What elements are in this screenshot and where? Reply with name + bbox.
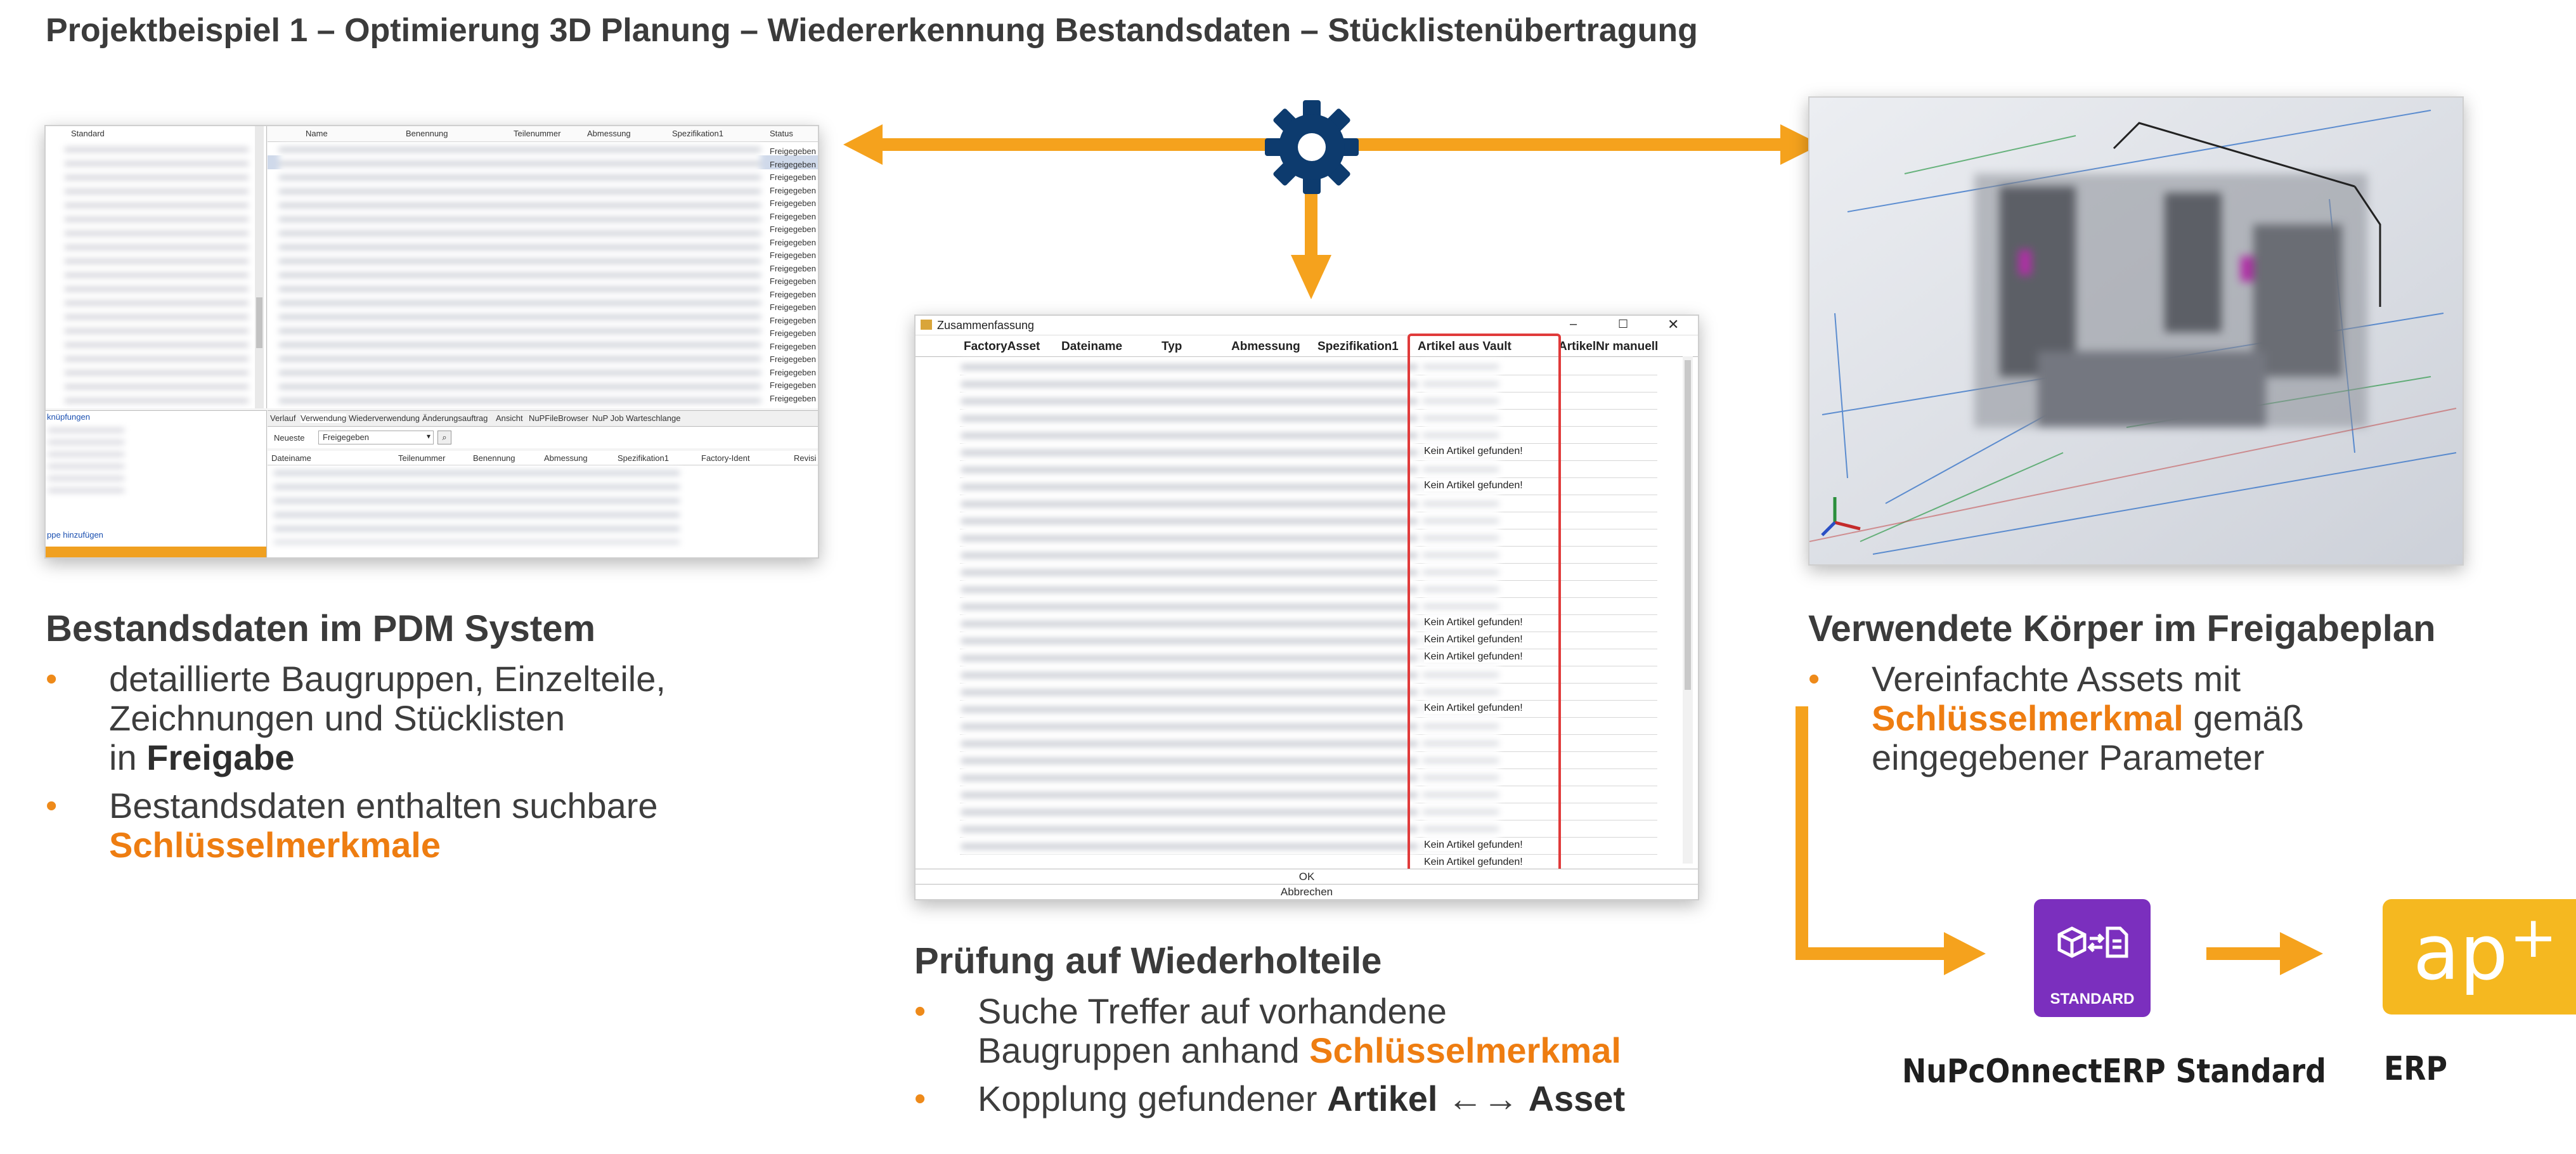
tab-wiederverwendung[interactable]: Wiederverwendung <box>349 413 420 423</box>
check-bullet-2: • Kopplung gefundener Artikel ←→ Asset <box>914 1079 1757 1118</box>
minimize-icon[interactable]: – <box>1570 317 1577 331</box>
nupconnect-badge: STANDARD <box>2050 990 2135 1008</box>
vault-highlight-box <box>1408 334 1561 876</box>
vault-not-found-cell: Kein Artikel gefunden! <box>1424 703 1523 713</box>
pdm-col-abmessung[interactable]: Abmessung <box>587 129 631 138</box>
plan-bullets <box>1808 659 2506 786</box>
pdm-lower-col-factory-ident[interactable]: Factory-Ident <box>701 453 750 463</box>
pdm-status-cell: Freigegeben <box>770 224 816 234</box>
tab-ansicht[interactable]: Ansicht <box>496 413 523 423</box>
pdm-status-cell: Freigegeben <box>770 302 816 312</box>
arrow-to-pdm <box>875 138 1281 151</box>
arrow-to-plan <box>1344 138 1788 151</box>
tab-verwendung[interactable]: Verwendung <box>301 413 347 423</box>
flow-line-down <box>1796 706 1808 960</box>
connect-icon <box>2048 922 2137 973</box>
pdm-lower-col-teilenummer[interactable]: Teilenummer <box>398 453 446 463</box>
pdm-col-name[interactable]: Name <box>306 129 328 138</box>
col-spezifikation1[interactable]: Spezifikation1 <box>1317 340 1399 353</box>
chevron-down-icon: ▾ <box>426 432 430 441</box>
pdm-status-cell: Freigegeben <box>770 380 816 390</box>
pdm-status-select[interactable] <box>318 431 434 444</box>
pdm-bullets <box>46 659 832 874</box>
pdm-list-header <box>268 126 818 142</box>
vault-not-found-cell: Kein Artikel gefunden! <box>1424 651 1523 662</box>
flow-line-erp <box>2206 947 2282 960</box>
pdm-status-cell: Freigegeben <box>770 354 816 364</box>
pdm-lower-col-revision[interactable]: Revisi <box>794 453 817 463</box>
pdm-left-item-2[interactable]: ppe hinzufügen <box>47 530 103 540</box>
pdm-status-cell: Freigegeben <box>770 172 816 182</box>
col-abmessung[interactable]: Abmessung <box>1231 340 1300 353</box>
pdm-lower-list <box>268 451 818 557</box>
pdm-status-select-value: Freigegeben <box>323 432 369 442</box>
pdm-tab-bar <box>268 410 818 427</box>
dialog-title: Zusammenfassung <box>937 319 1035 332</box>
app-icon <box>921 320 932 330</box>
vault-not-found-cell: Kein Artikel gefunden! <box>1424 857 1523 867</box>
pdm-tree-items <box>65 143 249 403</box>
pdm-filter-newest[interactable]: Neueste <box>274 433 305 443</box>
tab-nupfilebrowser[interactable]: NuPFileBrowser <box>529 413 588 423</box>
dialog-titlebar <box>916 316 1698 335</box>
erp-label: ERP <box>2384 1050 2448 1088</box>
pdm-filter-row <box>268 427 818 448</box>
pdm-lower-col-benennung[interactable]: Benennung <box>473 453 515 463</box>
pdm-status-column <box>770 144 818 407</box>
check-bullet-1: • Suche Treffer auf vorhandene Baugruppen anhand Schlüsselmerkmal <box>914 992 1757 1070</box>
plan-3d-screenshot <box>1808 96 2464 566</box>
ok-button[interactable]: OK <box>916 869 1698 885</box>
maximize-icon[interactable]: ☐ <box>1618 318 1629 330</box>
pdm-col-teilenummer[interactable]: Teilenummer <box>514 129 561 138</box>
pdm-status-cell: Freigegeben <box>770 159 816 169</box>
check-heading: Prüfung auf Wiederholteile <box>914 940 1382 982</box>
plan-3d-view <box>1809 98 2463 564</box>
flow-arrow-head-2 <box>2280 932 2323 975</box>
arrow-head-down <box>1291 255 1331 299</box>
flow-arrow-head-1 <box>1944 932 1986 975</box>
vault-not-found-cell: Kein Artikel gefunden! <box>1424 840 1523 850</box>
col-typ[interactable]: Typ <box>1162 340 1182 353</box>
pdm-lower-col-abmessung[interactable]: Abmessung <box>544 453 588 463</box>
pdm-status-cell: Freigegeben <box>770 328 816 338</box>
plan-bullet-1: • Vereinfachte Assets mit Schlüsselmerkmal gemäß eingegebener Parameter <box>1808 659 2506 777</box>
pdm-status-cell: Freigegeben <box>770 211 816 221</box>
vault-not-found-cell: Kein Artikel gefunden! <box>1424 480 1523 491</box>
vault-not-found-cell: Kein Artikel gefunden! <box>1424 446 1523 457</box>
flow-line-right <box>1796 947 1948 960</box>
pdm-file-list <box>268 126 818 408</box>
col-artikel-aus-vault[interactable]: Artikel aus Vault <box>1418 340 1511 353</box>
gear-icon <box>1263 98 1361 196</box>
pdm-status-cell: Freigegeben <box>770 250 816 260</box>
pdm-lower-col-spezifikation[interactable]: Spezifikation1 <box>618 453 669 463</box>
pdm-heading: Bestandsdaten im PDM System <box>46 608 596 649</box>
pdm-tree-scrollbar[interactable] <box>255 126 264 408</box>
pdm-status-cell: Freigegeben <box>770 185 816 195</box>
pdm-status-cell: Freigegeben <box>770 289 816 299</box>
pdm-status-cell: Freigegeben <box>770 263 816 273</box>
pdm-status-cell: Freigegeben <box>770 198 816 208</box>
tab-aenderungsauftrag[interactable]: Änderungsauftrag <box>422 413 488 423</box>
tab-verlauf[interactable]: Verlauf <box>270 413 296 423</box>
close-icon[interactable]: ✕ <box>1667 316 1680 332</box>
plan-heading: Verwendete Körper im Freigabeplan <box>1808 608 2436 649</box>
erp-logo <box>2383 899 2576 1015</box>
pdm-lower-col-dateiname[interactable]: Dateiname <box>271 453 311 463</box>
pdm-col-status[interactable]: Status <box>770 129 793 138</box>
pdm-left-list <box>48 425 124 501</box>
dialog-blurred-data <box>961 360 1418 855</box>
col-factoryasset[interactable]: FactoryAsset <box>964 340 1040 353</box>
pdm-screenshot <box>44 125 819 559</box>
pdm-lower-rows-blurred <box>274 467 680 543</box>
dialog-scrollbar[interactable] <box>1683 356 1693 864</box>
pdm-status-cell: Freigegeben <box>770 237 816 247</box>
page-title: Projektbeispiel 1 – Optimierung 3D Planung – Wiedererkennung Bestandsdaten – Stücklistenübertragung <box>46 12 1698 49</box>
dialog-header-row <box>916 337 1698 357</box>
erp-logo-plus: + <box>2509 904 2558 971</box>
pdm-tree-root[interactable]: Standard <box>71 129 105 138</box>
col-dateiname[interactable]: Dateiname <box>1061 340 1123 353</box>
pdm-row-blurred-data <box>279 144 761 404</box>
summary-dialog <box>914 314 1699 900</box>
erp-logo-text: ap <box>2413 909 2508 997</box>
pdm-lower-header <box>268 451 818 465</box>
pdm-status-cell: Freigegeben <box>770 393 816 403</box>
pdm-left-bottom-panel <box>46 410 267 558</box>
vault-not-found-cell: Kein Artikel gefunden! <box>1424 617 1523 628</box>
pdm-status-cell: Freigegeben <box>770 315 816 325</box>
nupconnect-logo <box>2034 899 2151 1017</box>
cancel-button[interactable]: Abbrechen <box>916 884 1698 900</box>
pdm-tree-panel <box>46 126 267 408</box>
pdm-status-cell: Freigegeben <box>770 367 816 377</box>
pdm-bullet-1: • detaillierte Baugruppen, Einzelteile, Zeichnungen und Stücklisten in Freigabe <box>46 659 832 777</box>
pdm-bullet-2: • Bestandsdaten enthalten suchbare Schlüsselmerkmale <box>46 786 832 865</box>
vault-not-found-cell: Kein Artikel gefunden! <box>1424 634 1523 645</box>
search-icon[interactable]: ⌕ <box>437 431 451 444</box>
pdm-col-benennung[interactable]: Benennung <box>406 129 448 138</box>
pdm-status-cell: Freigegeben <box>770 276 816 286</box>
pdm-status-cell: Freigegeben <box>770 146 816 156</box>
arrow-head-left <box>843 124 883 165</box>
check-bullets <box>914 992 1757 1127</box>
col-artikelnr-manuell[interactable]: ArtikelNr manuell <box>1558 340 1659 353</box>
pdm-left-bottom-bar <box>46 547 266 558</box>
pdm-col-spezifikation[interactable]: Spezifikation1 <box>672 129 723 138</box>
tab-nup-job-warteschlange[interactable]: NuP Job Warteschlange <box>592 413 681 423</box>
nupconnect-label: NuPcOnnectERP Standard <box>1902 1053 2326 1091</box>
pdm-left-item-1[interactable]: knüpfungen <box>47 412 90 422</box>
pdm-status-cell: Freigegeben <box>770 341 816 351</box>
